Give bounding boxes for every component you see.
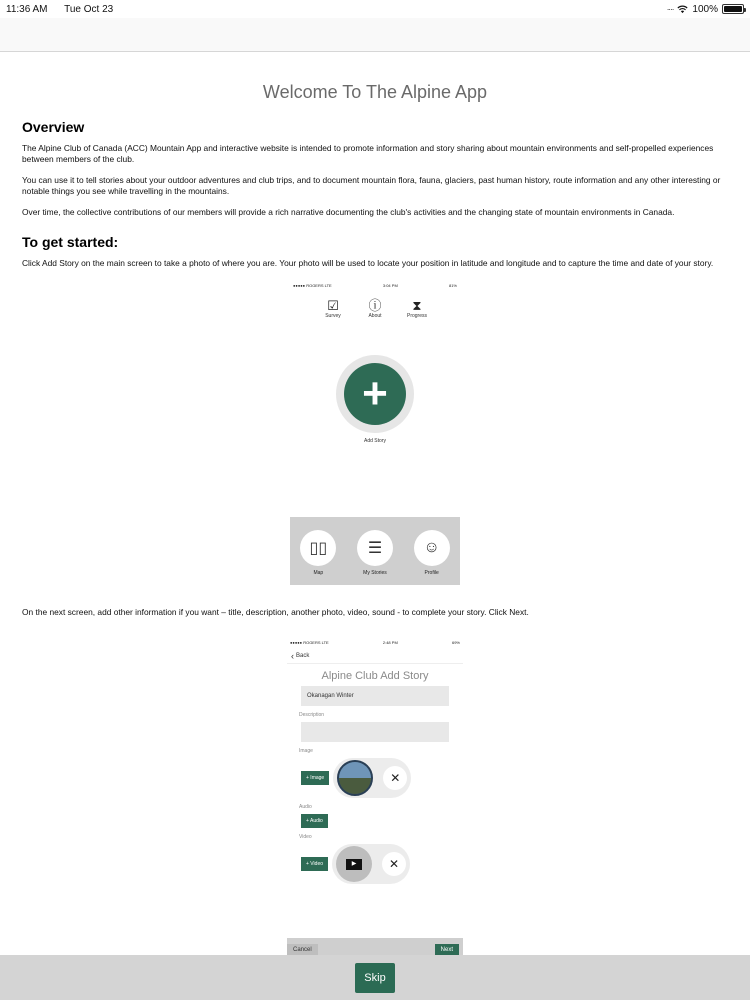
my-stories-tab — [357, 530, 393, 576]
chevron-left-icon: ‹ — [291, 650, 294, 661]
mockup-back-row — [287, 648, 463, 664]
mockup-add-video-button: + Video — [301, 857, 328, 871]
battery-icon — [722, 4, 744, 14]
mockup-next-button: Next — [435, 944, 459, 955]
overview-paragraph-3: Over time, the collective contributions of our members will provide a rich narrative documenting the club's activities and the changing state of mountain environments in Canada. — [22, 207, 675, 217]
step-2-text: On the next screen, add other information if you want – title, description, another photo, video, sound - to complete your story. Click Next. — [22, 607, 529, 617]
add-story-ring — [336, 355, 414, 433]
info-icon: ⓘ — [368, 298, 382, 313]
plus-icon: + — [344, 363, 406, 425]
video-thumbnail — [336, 846, 372, 882]
mockup-add-audio-button: + Audio — [301, 814, 328, 828]
about-label: About — [368, 313, 382, 319]
mockup-bottom-bar — [287, 938, 463, 955]
profile-tab-label: Profile — [424, 570, 439, 576]
mockup-description-label: Description — [299, 712, 325, 718]
mockup-time-2: 2:48 PM — [382, 639, 398, 645]
map-tab-label: Map — [313, 570, 324, 576]
battery-percent: 100% — [692, 3, 718, 15]
battery-level — [724, 6, 742, 12]
mockup-description-field — [301, 722, 449, 742]
wifi-icon — [677, 5, 688, 14]
mockup-audio-row — [301, 814, 463, 828]
profile-tab — [414, 530, 450, 576]
progress-item — [407, 299, 427, 319]
page-title: Welcome To The Alpine App — [262, 82, 488, 102]
mockup-video-row — [301, 844, 463, 884]
mockup-battery: 81% — [448, 282, 457, 288]
mockup-status-bar-2 — [287, 636, 463, 648]
mockup-form-title: Alpine Club Add Story — [321, 670, 429, 682]
mountain-photo-thumbnail — [337, 760, 373, 796]
mockup-carrier-2: ●●●●● ROGERS LTE — [290, 639, 329, 645]
add-story-label: Add Story — [364, 438, 386, 444]
play-icon: ▶ — [346, 859, 362, 870]
mockup-carrier: ●●●●● ROGERS LTE — [293, 282, 332, 288]
mockup-tab-bar — [290, 517, 460, 585]
mockup-title-field: Okanagan Winter — [301, 686, 449, 706]
mockup-back-label: Back — [296, 652, 310, 659]
overview-heading: Overview — [22, 119, 85, 135]
status-time: 11:36 AM — [6, 3, 48, 15]
mockup-audio-label: Audio — [299, 804, 312, 810]
close-icon: ✕ — [383, 766, 407, 790]
mockup-cancel-button: Cancel — [287, 944, 318, 955]
add-story-form-mockup — [287, 636, 463, 955]
mockup-status-bar — [290, 279, 460, 291]
profile-icon: ☺ — [414, 530, 450, 566]
stories-icon: ☰ — [357, 530, 393, 566]
mockup-image-label: Image — [299, 748, 313, 754]
mockup-video-label: Video — [299, 834, 312, 840]
close-icon: ✕ — [382, 852, 406, 876]
mockup-add-image-button: + Image — [301, 771, 329, 785]
mockup-image-row — [301, 758, 463, 798]
survey-item — [323, 299, 343, 319]
my-stories-tab-label: My Stories — [363, 570, 387, 576]
about-item — [365, 299, 385, 319]
survey-label: Survey — [325, 313, 341, 319]
home-screen-mockup — [290, 279, 460, 585]
status-bar — [0, 0, 750, 18]
overview-paragraph-1: The Alpine Club of Canada (ACC) Mountain App and interactive website is intended to promote information and story sharing about mountain environments and self-propelled experiences between members of the club. — [22, 143, 714, 164]
mockup-time: 3:04 PM — [382, 282, 398, 288]
cellular-icon: ···· — [666, 4, 674, 14]
mockup-image-preview — [333, 758, 411, 798]
hourglass-icon: ⧗ — [412, 298, 422, 313]
navigation-bar — [0, 18, 750, 52]
skip-button[interactable]: Skip — [355, 963, 395, 993]
check-circle-icon: ☑ — [327, 298, 339, 313]
progress-label: Progress — [407, 313, 428, 319]
map-icon: ▯▯ — [300, 530, 336, 566]
footer-bar — [0, 955, 750, 1000]
mockup-video-preview — [332, 844, 410, 884]
welcome-content — [0, 52, 750, 955]
mockup-battery-2: 69% — [451, 639, 460, 645]
get-started-heading: To get started: — [22, 234, 119, 250]
map-tab — [300, 530, 336, 576]
overview-paragraph-2: You can use it to tell stories about your outdoor adventures and club trips, and to document mountain flora, fauna, glaciers, past human history, route information and any other interesting or notable things you see while travelling in the mountains. — [22, 175, 721, 196]
mockup-top-icons — [290, 299, 460, 319]
status-date: Tue Oct 23 — [64, 3, 114, 15]
step-1-text: Click Add Story on the main screen to take a photo of where you are. Your photo will be used to locate your position in latitude and longitude and to capture the time and date of your story. — [22, 258, 714, 268]
